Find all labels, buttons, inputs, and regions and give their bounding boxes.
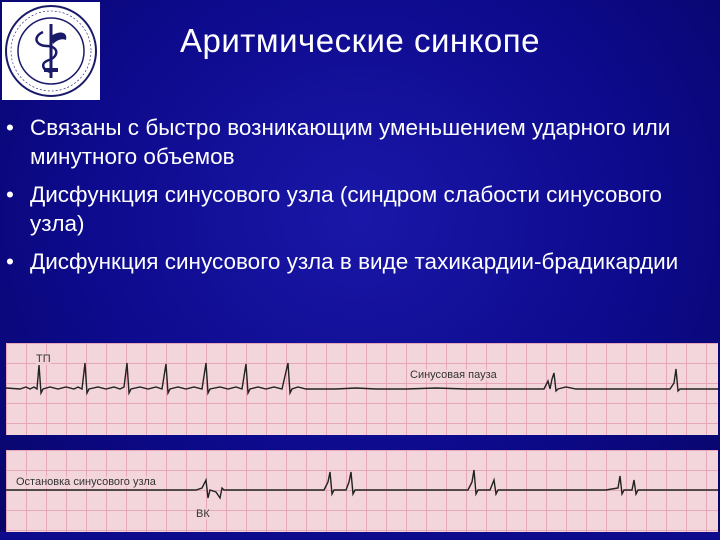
bullet-marker: •	[6, 249, 14, 274]
ecg-label-tp: ТП	[36, 353, 51, 365]
bullet-list	[6, 113, 718, 285]
bullet-item	[6, 247, 718, 276]
bullet-text: Связаны с быстро возникающим уменьшением ударного или минутного объемов	[30, 115, 671, 169]
ecg-label-sinus-arrest: Остановка синусового узла	[16, 476, 156, 488]
ecg-label-sinus-pause: Синусовая пауза	[410, 369, 497, 381]
ecg-trace-1	[6, 343, 718, 435]
ecg-strip-atrial-flutter	[6, 343, 718, 435]
bullet-item	[6, 113, 718, 171]
bullet-text: Дисфункция синусового узла в виде тахикардии-брадикардии	[30, 249, 679, 274]
ecg-label-vk: ВК	[196, 508, 210, 520]
bottom-band	[0, 532, 720, 540]
bullet-item	[6, 180, 718, 238]
slide-title: Аритмические синкопе	[179, 22, 540, 59]
bullet-text: Дисфункция синусового узла (синдром слабости синусового узла)	[30, 182, 662, 236]
ecg-trace-2	[6, 450, 718, 532]
ecg-strip-sinus-arrest	[6, 450, 718, 532]
bullet-marker: •	[6, 182, 14, 207]
bullet-marker: •	[6, 115, 14, 140]
